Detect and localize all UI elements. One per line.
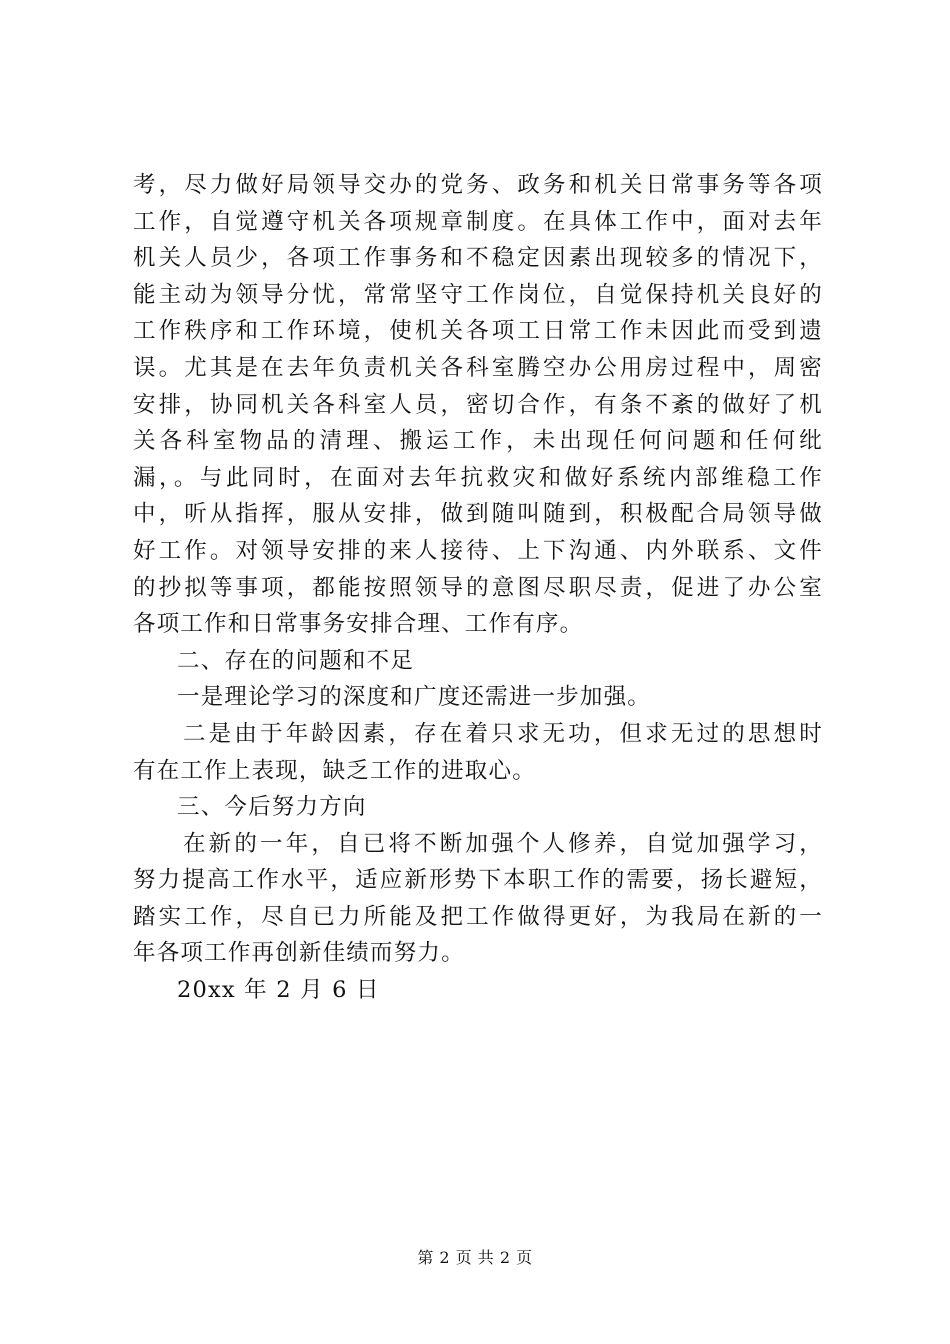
text-line: 中，听从指挥，服从安排，做到随叫随到，积极配合局领导做: [133, 501, 823, 528]
text-line: 年各项工作再创新佳绩而努力。: [133, 940, 465, 967]
section-heading: 三、今后努力方向: [177, 794, 367, 821]
text-line: 机关人员少，各项工作事务和不稳定因素出现较多的情况下，: [133, 245, 823, 272]
text-line: 一是理论学习的深度和广度还需进一步加强。: [177, 684, 652, 711]
text-line: 在新的一年，自已将不断加强个人修养，自觉加强学习，: [183, 830, 823, 857]
date-line: 20xx 年 2 月 6 日: [177, 977, 380, 1004]
text-line: 各项工作和日常事务安排合理、工作有序。: [133, 611, 584, 638]
text-line: 二是由于年龄因素，存在着只求无功，但求无过的思想时: [183, 720, 823, 747]
text-line: 好工作。对领导安排的来人接待、上下沟通、内外联系、文件: [133, 537, 823, 564]
text-line: 工作，自觉遵守机关各项规章制度。在具体工作中，面对去年: [133, 208, 823, 235]
text-line: 踏实工作，尽自已力所能及把工作做得更好，为我局在新的一: [133, 903, 823, 930]
text-line: 安排，协同机关各科室人员，密切合作，有条不紊的做好了机: [133, 391, 823, 418]
text-line: 误。尤其是在去年负责机关各科室腾空办公用房过程中，周密: [133, 354, 823, 381]
page-number: 第 2 页 共 2 页: [417, 1248, 533, 1267]
text-line: 的抄拟等事项，都能按照领导的意图尽职尽责，促进了办公室: [133, 574, 823, 601]
text-line: 考，尽力做好局领导交办的党务、政务和机关日常事务等各项: [133, 172, 823, 198]
document-body: [133, 167, 823, 1009]
text-line: 能主动为领导分忧，常常坚守工作岗位，自觉保持机关良好的: [133, 281, 823, 308]
text-line: 关各科室物品的清理、搬运工作，未出现任何问题和任何纰: [133, 428, 823, 455]
text-line: 有在工作上表现，缺乏工作的进取心。: [133, 757, 536, 784]
section-heading: 二、存在的问题和不足: [177, 647, 415, 674]
text-line: 漏，。与此同时，在面对去年抗救灾和做好系统内部维稳工作: [133, 464, 823, 491]
text-line: 努力提高工作水平，适应新形势下本职工作的需要，扬长避短，: [133, 867, 823, 894]
text-line: 工作秩序和工作环境，使机关各项工日常工作未因此而受到遗: [133, 318, 823, 345]
